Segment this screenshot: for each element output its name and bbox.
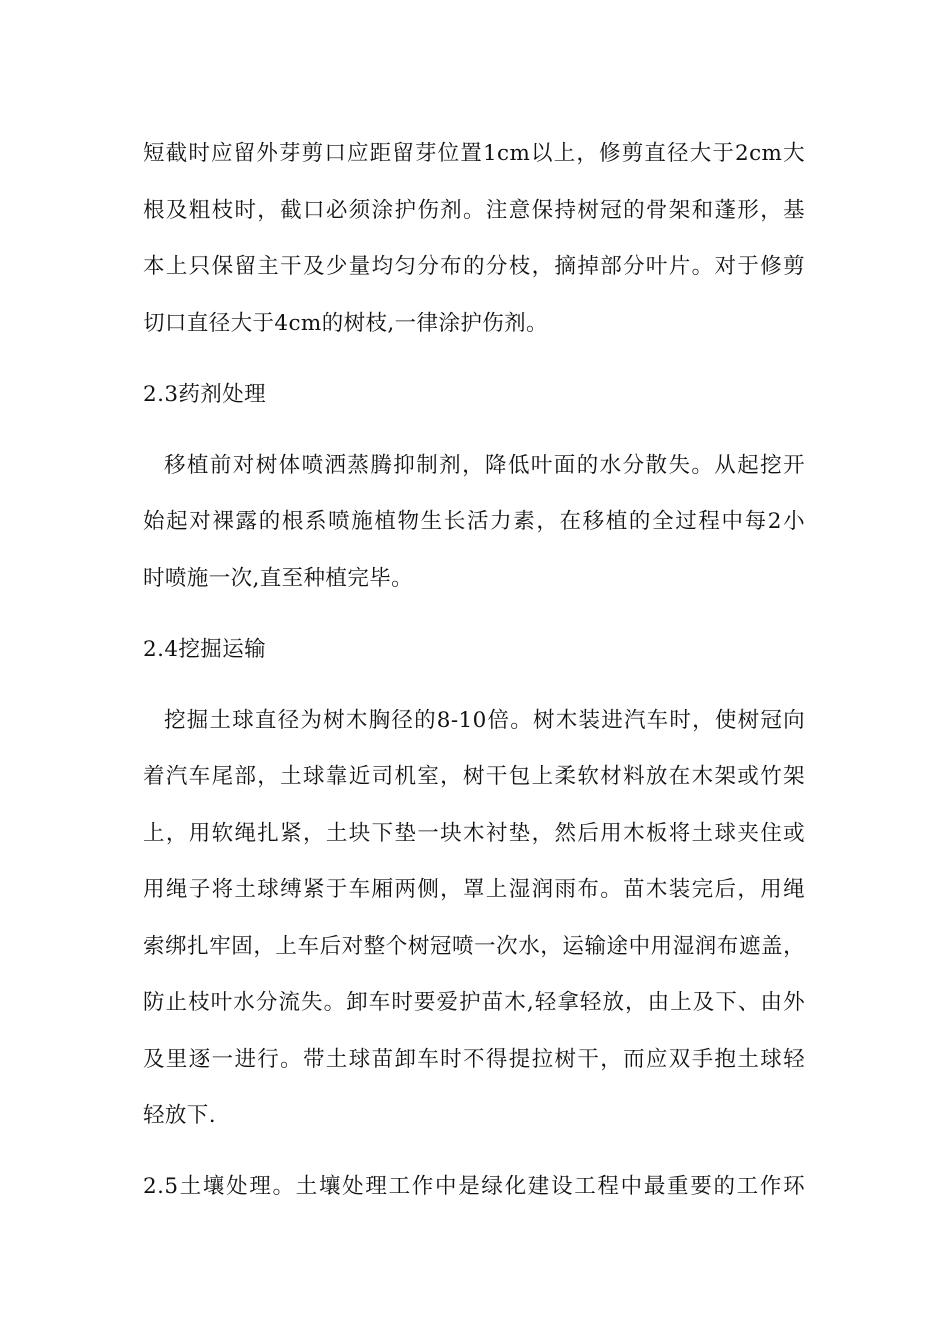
text-line: 用绳子将土球缚紧于车厢两侧，罩上湿润雨布。苗木装完后，用绳 bbox=[143, 877, 805, 902]
text-line: 轻放下. bbox=[143, 1103, 216, 1128]
document-page bbox=[143, 126, 805, 1216]
section-heading-2-4: 2.4挖掘运输 bbox=[143, 636, 266, 662]
text-line: 本上只保留主干及少量均匀分布的分枝，摘掉部分叶片。对于修剪 bbox=[143, 254, 805, 279]
text-line: 防止枝叶水分流失。卸车时要爱护苗木,轻拿轻放，由上及下、由外 bbox=[143, 990, 805, 1015]
text-line: 及里逐一进行。带土球苗卸车时不得提拉树干，而应双手抱土球轻 bbox=[143, 1046, 805, 1072]
text-line: 始起对裸露的根系喷施植物生长活力素，在移植的全过程中每2小 bbox=[143, 509, 805, 534]
text-line: 上，用软绳扎紧，土块下垫一块木衬垫，然后用木板将土球夹住或 bbox=[143, 820, 805, 846]
text-line: 着汽车尾部，土球靠近司机室，树干包上柔软材料放在木架或竹架 bbox=[143, 764, 805, 789]
text-line: 挖掘土球直径为树木胸径的8-10倍。树木装进汽车时，使树冠向 bbox=[164, 707, 805, 733]
paragraph-section-2-4 bbox=[143, 693, 805, 1145]
text-line: 根及粗枝时，截口必须涂护伤剂。注意保持树冠的骨架和蓬形，基 bbox=[143, 197, 805, 223]
text-line: 时喷施一次,直至种植完毕。 bbox=[143, 565, 414, 591]
text-line: 移植前对树体喷洒蒸腾抑制剂，降低叶面的水分散失。从起挖开 bbox=[164, 452, 805, 478]
text-line: 短截时应留外芽剪口应距留芽位置1cm以上，修剪直径大于2cm大 bbox=[143, 141, 805, 166]
section-heading-2-3: 2.3药剂处理 bbox=[143, 381, 266, 407]
text-line: 切口直径大于4cm的树枝,一律涂护伤剂。 bbox=[143, 310, 548, 336]
section-heading-2-5: 2.5土壤处理。土壤处理工作中是绿化建设工程中最重要的工作环 bbox=[143, 1174, 805, 1199]
text-line: 索绑扎牢固，上车后对整个树冠喷一次水，运输途中用湿润布遮盖， bbox=[143, 933, 805, 959]
paragraph-section-2-3 bbox=[143, 438, 805, 608]
paragraph-pruning bbox=[143, 126, 805, 352]
